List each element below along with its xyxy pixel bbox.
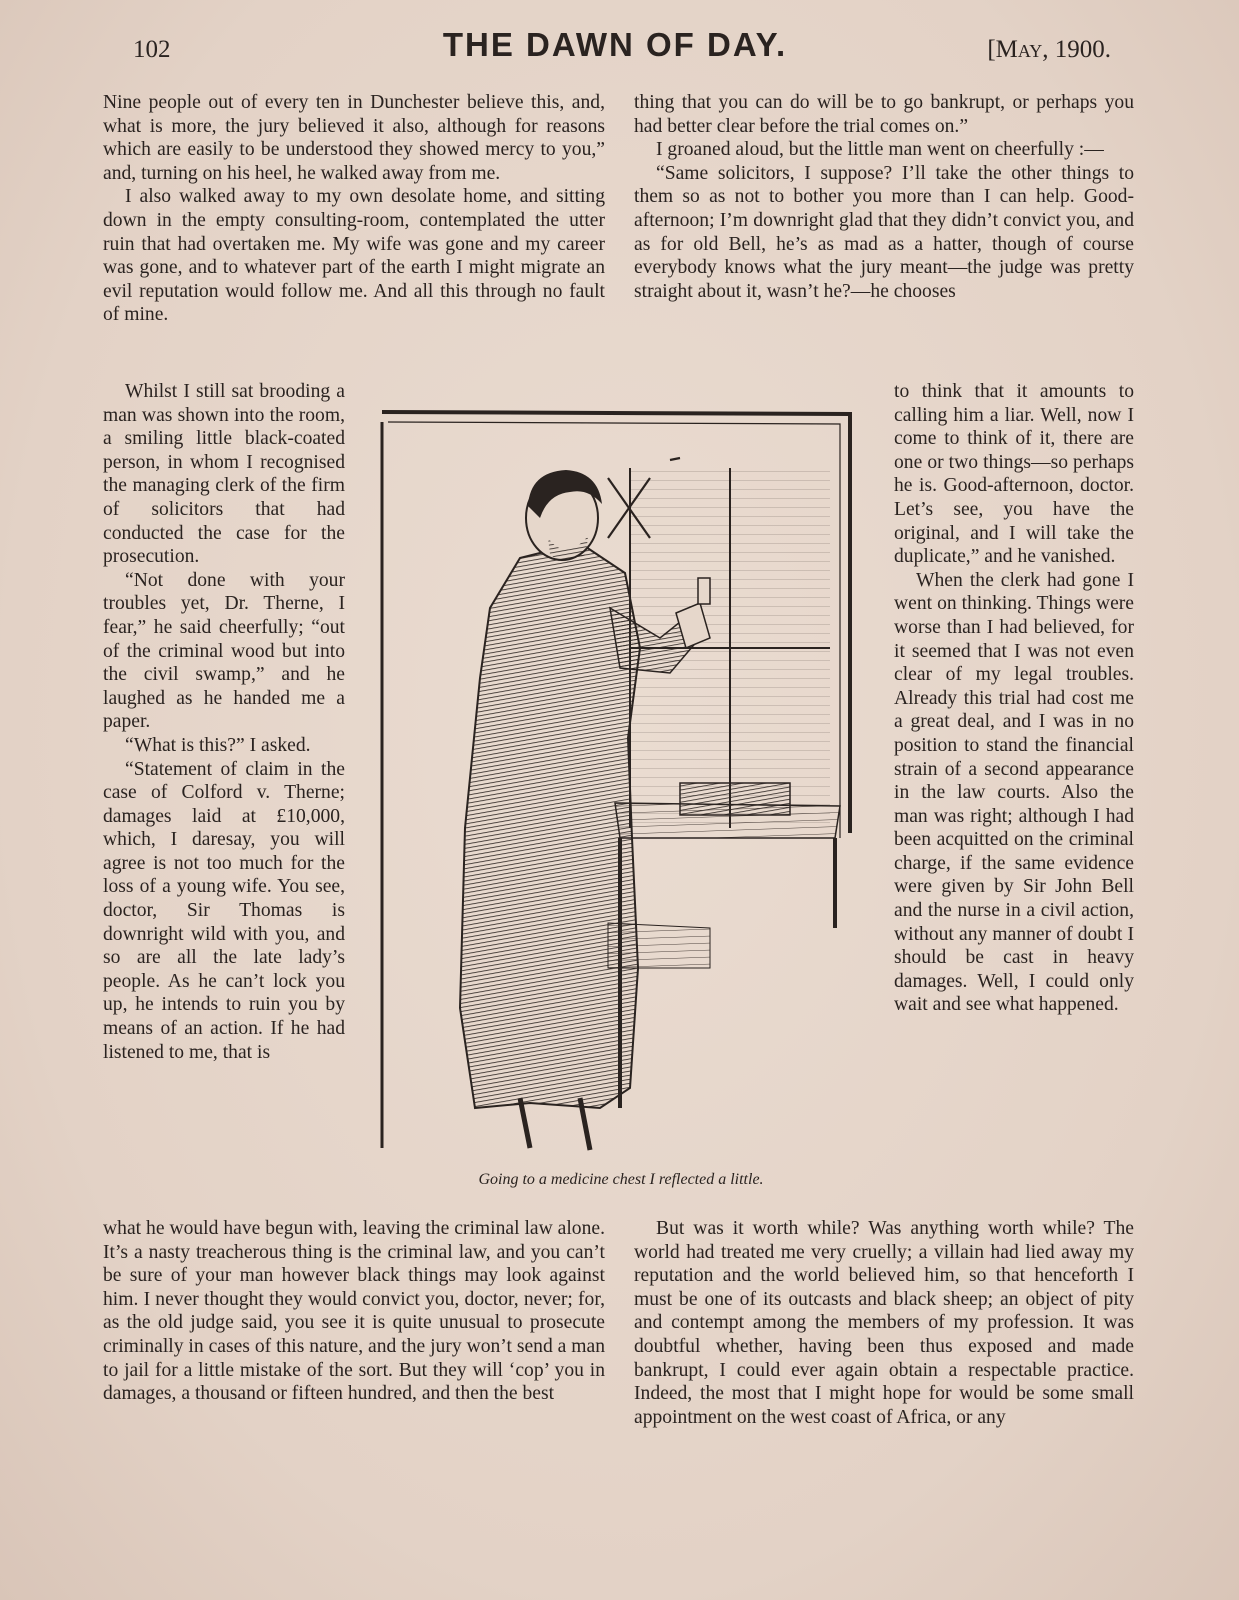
paragraph: I also walked away to my own desolate home, and sitting down in the empty consulting-room, contemplated the utter ruin that had overtaken me. My wife was gone and my career was gone, and to whatever part of the earth I might migrate an evil reputation would follow me. And all this through no fault of mine. [103,186,605,326]
engraving-man-with-medicine-bottle [380,408,862,1164]
illustration-caption: Going to a medicine chest I reflected a little. [478,1171,764,1188]
paragraph: Nine people out of every ten in Dunchester believe this, and, what is more, the jury believed it also, although for reasons which are easily to be understood they showed mercy to you,” and, turning on his heel, he walked away from me. [103,92,605,184]
paragraph: “Not done with your troubles yet, Dr. Therne, I fear,” he said cheerfully; “out of the criminal wood but into the civil swamp,” and he laughed as he handed me a paper. [103,569,345,733]
paragraph: “Same solicitors, I suppose? I’ll take the other things to them so as not to bother you more than I can help. Good-afternoon; I’m downright glad that they didn’t convict you, and as for old Bell, he’s as mad as a hatter, though of course everybody knows what the jury meant—the judge was pretty straight about it, wasn’t he?—he chooses [634,162,1134,302]
paragraph: I groaned aloud, but the little man went on cheerfully :— [656,139,1104,161]
column-right-bottom [634,1217,1134,1429]
paragraph: When the clerk had gone I went on thinking. Things were worse than I had believed, for it seemed that I was not even clear of my legal troubles. Already this trial had cost me a great deal, and I was in no position to stand the financial strain of a second appearance in the law courts. Also the man was right; although I had been acquitted on the criminal charge, if the same evidence were given by Sir John Bell and the nurse in a civil action, without any manner of doubt I should be cast in heavy damages. Well, I could only wait and see what happened. [894,569,1134,1016]
paragraph: to think that it amounts to calling him a liar. Well, now I come to think of it, there are one or two things—so perhaps he is. Good-afternoon, doctor. Let’s see, you have the original, and I will take the duplicate,” and he vanished. [894,381,1134,568]
column-right-middle [894,380,1134,1017]
paragraph: “Statement of claim in the case of Colford v. Therne; damages laid at £10,000, which, I daresay, you will agree is not too much for the loss of a young wife. You see, doctor, Sir Thomas is downright wild with you, and so are all the late lady’s people. As he can’t lock you up, he intends to ruin you by means of an action. If he had listened to me, that is [103,758,345,1063]
column-left-bottom [103,1217,605,1406]
paragraph: what he would have begun with, leaving the criminal law alone. It’s a nasty treacherous thing is the criminal law, and you can’t be sure of your man however black things may look against him. I never thought they would convict you, doctor, never; for, as the old judge said, you see it is quite unusual to prosecute criminally in cases of this nature, and the jury won’t send a man to jail for a little mistake of the sort. But they will ‘cop’ you in damages, a thousand or fifteen hundred, and then the best [103,1218,605,1405]
paragraph: “What is this?” I asked. [125,734,311,756]
column-left-top [103,91,605,327]
paragraph: thing that you can do will be to go bankrupt, or perhaps you had better clear before the trial comes on.” [634,92,1134,137]
column-left-middle [103,380,345,1064]
paragraph: Whilst I still sat brooding a man was shown into the room, a smiling little black-coated person, in whom I recognised the managing clerk of the firm of solicitors that had conducted the case for the prosecution. [103,381,345,568]
column-right-top [634,91,1134,303]
issue-date: [May, 1900. [987,36,1111,63]
page-number: 102 [133,36,171,63]
page-title: THE DAWN OF DAY. [442,26,788,63]
illustration [380,408,862,1164]
paragraph: But was it worth while? Was anything worth while? The world had treated me very cruelly; a villain had lied away my reputation and the world believed him, so that henceforth I must be one of its outcasts and black sheep; an object of pity and contempt among the members of my profession. It was doubtful whether, having been thus exposed and made bankrupt, I could ever again obtain a respectable practice. Indeed, the most that I might hope for would be some small appointment on the west coast of Africa, or any [634,1218,1134,1428]
